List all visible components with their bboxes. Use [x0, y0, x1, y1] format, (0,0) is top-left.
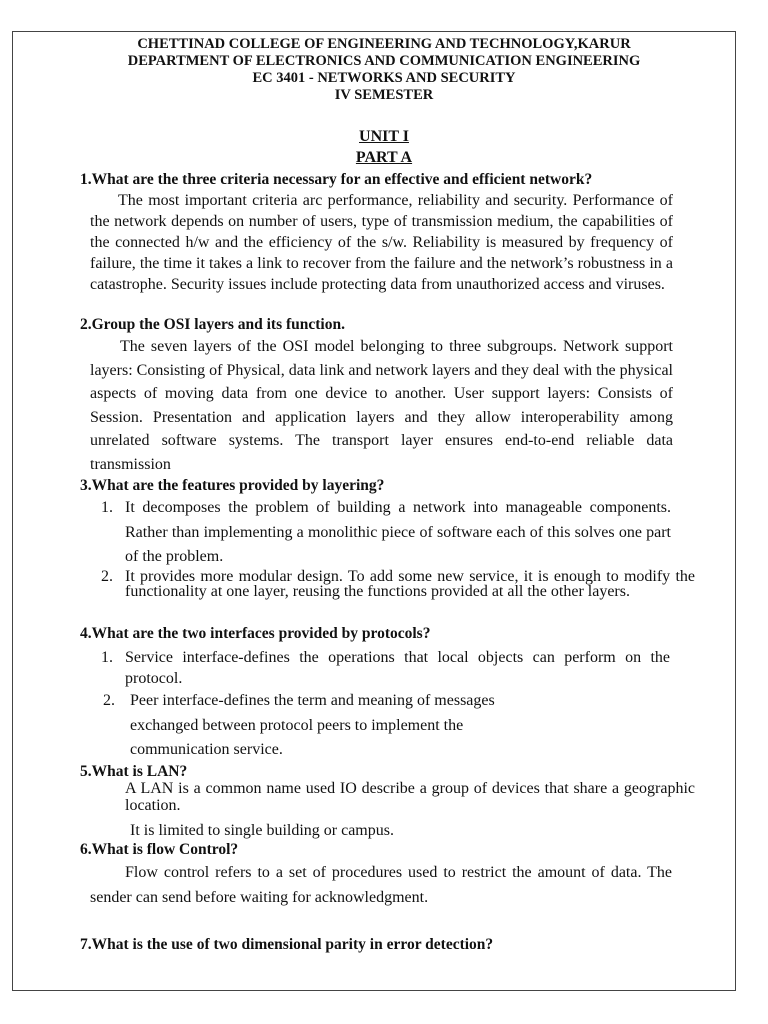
list-item — [103, 689, 540, 763]
unit-title: UNIT I — [359, 128, 409, 145]
answer-6: Flow control refers to a set of procedures used to restrict the amount of data. The sender can send before waiting for acknowledgment. — [90, 864, 672, 906]
question-2: 2.Group the OSI layers and its function. — [80, 316, 345, 333]
list-number: 2. — [103, 692, 115, 709]
list-text: Peer interface-defines the term and meaning of messages exchanged between protocol peers to implement the communication service. — [130, 692, 495, 758]
college-name: CHETTINAD COLLEGE OF ENGINEERING AND TECHNOLOGY,KARUR — [137, 36, 631, 52]
answer-1: The most important criteria arc performance, reliability and security. Performance of the network depends on number of users, type of transmission medium, the capabilities of the connected h/w and the efficiency of the s/w. Reliability is measured by frequency of failure, the time it takes a link to recover from the failure and the network’s robustness in a catastrophe. Security issues include protecting data from unauthorized access and viruses. — [90, 192, 673, 293]
list-text: It decomposes the problem of building a network into manageable components. Rather than implementing a monolithic piece of software each of this solves one part of the problem. — [125, 499, 671, 565]
answer-5: A LAN is a common name used IO describe a group of devices that share a geographic location. — [125, 780, 695, 814]
question-4: 4.What are the two interfaces provided by protocols? — [80, 625, 431, 642]
list-text: It provides more modular design. To add some new service, it is enough to modify the functionality at one layer, reusing the functions provided at all the other layers. — [125, 568, 695, 600]
question-1: 1.What are the three criteria necessary for an effective and efficient network? — [80, 171, 593, 188]
document-header — [0, 36, 768, 104]
course-title: EC 3401 - NETWORKS AND SECURITY — [252, 70, 516, 86]
question-3: 3.What are the features provided by layering? — [80, 477, 385, 494]
list-item — [101, 496, 671, 570]
semester: IV SEMESTER — [334, 87, 434, 103]
list-number: 1. — [101, 649, 113, 666]
answer-5-extra: It is limited to single building or campus. — [130, 822, 394, 839]
question-7: 7.What is the use of two dimensional parity in error detection? — [80, 936, 494, 953]
list-item — [101, 647, 670, 689]
list-item — [101, 568, 695, 600]
list-number: 2. — [101, 568, 113, 585]
list-number: 1. — [101, 499, 113, 516]
answer-2: The seven layers of the OSI model belonging to three subgroups. Network support layers: Consisting of Physical, data link and network layers and they deal with the physical aspects of moving data from one device to another. User support layers: Consists of Session. Presentation and application layers and they allow interoperability among unrelated software systems. The transport layer ensures end-to-end reliable data transmission — [90, 338, 673, 473]
department-name: DEPARTMENT OF ELECTRONICS AND COMMUNICATION ENGINEERING — [127, 53, 641, 69]
list-text: Service interface-defines the operations that local objects can perform on the protocol. — [125, 649, 670, 687]
part-title: PART A — [355, 149, 413, 166]
question-6: 6.What is flow Control? — [80, 841, 239, 858]
question-5: 5.What is LAN? — [80, 763, 188, 780]
